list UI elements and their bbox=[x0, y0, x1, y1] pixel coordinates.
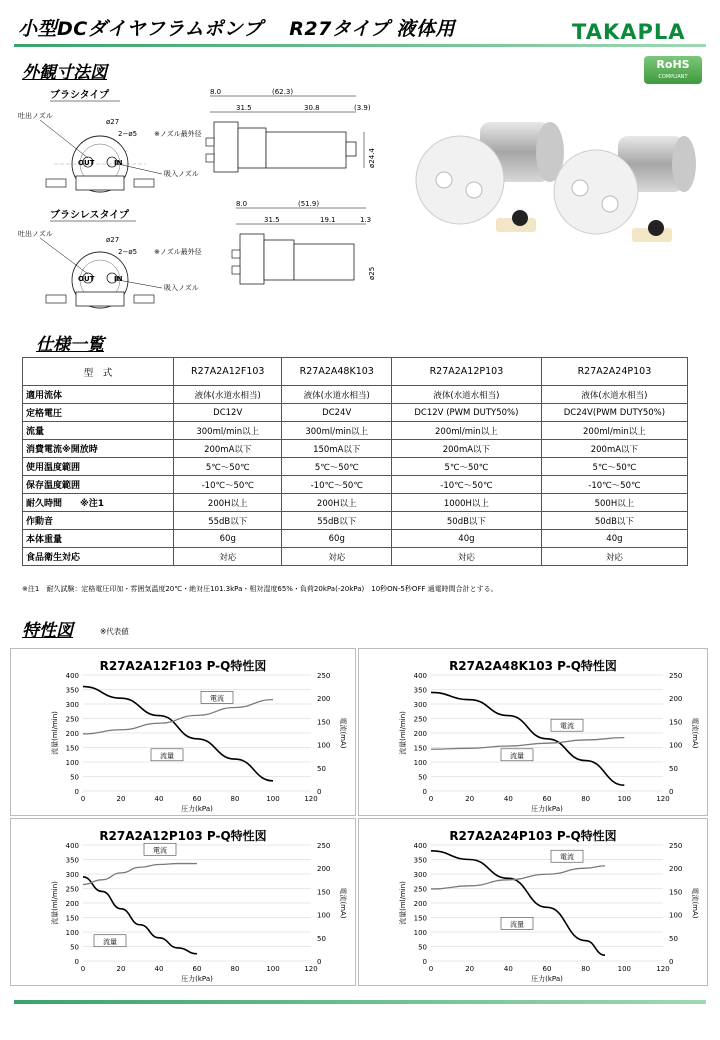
x-tick-label: 120 bbox=[304, 795, 318, 803]
section-spec-title: 仕様一覧 bbox=[36, 335, 104, 355]
cell: 対応 bbox=[282, 548, 392, 566]
y-tick-label: 350 bbox=[413, 686, 427, 695]
y-tick-label: 250 bbox=[413, 715, 427, 724]
y2-axis-label: 電流(mA) bbox=[691, 717, 699, 749]
row-label: 本体重量 bbox=[23, 530, 174, 548]
chart-title: R27A2A48K103 P-Q特性図 bbox=[449, 659, 617, 673]
brushless-side-view bbox=[232, 200, 376, 284]
y2-axis-label: 電流(mA) bbox=[691, 887, 699, 919]
cell: 55dB以下 bbox=[282, 512, 392, 530]
y-tick-label: 50 bbox=[70, 773, 79, 782]
y-tick-label: 400 bbox=[413, 672, 427, 680]
chart-plot bbox=[359, 649, 707, 815]
cell: 200ml/min以上 bbox=[541, 422, 687, 440]
y-tick-label: 300 bbox=[413, 871, 427, 879]
series-label: 流量 bbox=[103, 937, 117, 946]
y-tick-label: 100 bbox=[413, 759, 427, 767]
y-tick-label: 350 bbox=[413, 856, 427, 865]
table-row bbox=[23, 386, 688, 404]
series-line-current bbox=[431, 866, 605, 889]
row-label: 適用流体 bbox=[23, 386, 174, 404]
cell: 液体(水道水相当) bbox=[541, 386, 687, 404]
table-row bbox=[23, 476, 688, 494]
y2-tick-label: 0 bbox=[317, 788, 322, 796]
brushless-dim-1: 8.0 bbox=[236, 200, 248, 208]
x-tick-label: 0 bbox=[428, 795, 434, 803]
y-tick-label: 0 bbox=[422, 788, 427, 796]
y-tick-label: 200 bbox=[65, 900, 79, 908]
spec-table bbox=[22, 357, 688, 566]
y-tick-label: 0 bbox=[422, 958, 427, 966]
x-tick-label: 60 bbox=[192, 965, 202, 973]
y2-tick-label: 100 bbox=[317, 911, 331, 920]
y-tick-label: 150 bbox=[413, 914, 427, 923]
y-axis-label: 流量(ml/min) bbox=[399, 711, 407, 755]
x-tick-label: 80 bbox=[230, 965, 240, 973]
cell: 5℃～50℃ bbox=[392, 458, 542, 476]
x-tick-label: 120 bbox=[656, 795, 670, 803]
y-tick-label: 50 bbox=[418, 943, 427, 952]
cell: 200H以上 bbox=[174, 494, 282, 512]
brand-logo: TAKAPLA bbox=[572, 20, 686, 44]
row-label: 使用温度範囲 bbox=[23, 458, 174, 476]
brush-out-label: OUT bbox=[78, 159, 95, 167]
page-title: 小型DCダイヤフラムポンプ R27タイプ 液体用 bbox=[18, 18, 455, 40]
x-tick-label: 100 bbox=[617, 965, 632, 973]
series-line-flow bbox=[83, 687, 273, 781]
x-tick-label: 20 bbox=[465, 965, 475, 973]
y2-tick-label: 50 bbox=[669, 764, 678, 773]
y-tick-label: 0 bbox=[74, 958, 79, 966]
chart-title: R27A2A24P103 P-Q特性図 bbox=[449, 829, 617, 843]
cell: 55dB以下 bbox=[174, 512, 282, 530]
brush-front-view bbox=[18, 111, 202, 192]
brushless-outlet-label: 吐出ノズル bbox=[18, 230, 53, 238]
y-tick-label: 350 bbox=[65, 856, 79, 865]
dimension-drawings bbox=[14, 84, 410, 314]
spec-header-row bbox=[23, 358, 688, 386]
y-tick-label: 350 bbox=[65, 686, 79, 695]
cell: 300ml/min以上 bbox=[174, 422, 282, 440]
y2-tick-label: 100 bbox=[669, 911, 683, 920]
y-tick-label: 200 bbox=[413, 900, 427, 908]
footer-divider bbox=[14, 1000, 706, 1004]
y-axis-label: 流量(ml/min) bbox=[51, 711, 59, 755]
row-label: 作動音 bbox=[23, 512, 174, 530]
y-tick-label: 200 bbox=[65, 730, 79, 738]
x-tick-label: 100 bbox=[266, 965, 280, 973]
y-axis-label: 流量(ml/min) bbox=[51, 881, 59, 925]
series-line-flow bbox=[431, 692, 624, 785]
y2-tick-label: 200 bbox=[317, 865, 331, 874]
y-tick-label: 250 bbox=[65, 885, 79, 894]
spec-model: R27A2A24P103 bbox=[541, 358, 687, 386]
x-tick-label: 100 bbox=[266, 795, 280, 803]
brush-nozzle-note: ※ノズル最外径 bbox=[154, 130, 202, 138]
cell: 40g bbox=[541, 530, 687, 548]
brush-diam27-label: ø27 bbox=[106, 118, 120, 126]
cell: 対応 bbox=[541, 548, 687, 566]
x-axis-label: 圧力(kPa) bbox=[181, 805, 213, 813]
x-tick-label: 120 bbox=[304, 965, 318, 973]
rohs-badge bbox=[644, 56, 702, 84]
y-tick-label: 150 bbox=[65, 744, 79, 753]
y-tick-label: 300 bbox=[413, 701, 427, 709]
x-tick-label: 0 bbox=[80, 795, 86, 803]
brush-dim-6: ø24.4 bbox=[368, 148, 376, 168]
y-tick-label: 250 bbox=[65, 715, 79, 724]
y2-tick-label: 50 bbox=[317, 934, 326, 943]
y-tick-label: 400 bbox=[413, 842, 427, 850]
y2-tick-label: 150 bbox=[317, 888, 331, 897]
pump-image-1 bbox=[416, 122, 564, 232]
cell: 60g bbox=[282, 530, 392, 548]
series-label: 電流 bbox=[560, 853, 574, 862]
header-divider bbox=[14, 44, 706, 47]
y2-tick-label: 200 bbox=[317, 695, 331, 704]
x-tick-label: 80 bbox=[581, 795, 591, 803]
cell: 200mA以下 bbox=[392, 440, 542, 458]
brushless-dim-6: ø25 bbox=[368, 266, 376, 280]
cell: 液体(水道水相当) bbox=[392, 386, 542, 404]
chart-title: R27A2A12F103 P-Q特性図 bbox=[99, 659, 267, 673]
brushless-out-label: OUT bbox=[78, 275, 95, 283]
table-row bbox=[23, 440, 688, 458]
y2-tick-label: 0 bbox=[669, 788, 674, 796]
series-label: 流量 bbox=[510, 920, 524, 929]
table-row bbox=[23, 494, 688, 512]
brushless-in-label: IN bbox=[114, 275, 123, 283]
cell: DC12V (PWM DUTY50%) bbox=[392, 404, 542, 422]
x-tick-label: 0 bbox=[428, 965, 434, 973]
y2-tick-label: 150 bbox=[669, 718, 683, 727]
cell: 5℃～50℃ bbox=[282, 458, 392, 476]
brush-inlet-label: 吸入ノズル bbox=[164, 170, 199, 178]
x-tick-label: 60 bbox=[542, 795, 552, 803]
section-dimensions-title: 外観寸法図 bbox=[22, 63, 107, 83]
x-tick-label: 40 bbox=[503, 965, 513, 973]
brushless-dim-5: 1.3 bbox=[360, 216, 372, 224]
series-line-current bbox=[83, 700, 273, 734]
brush-dim-3: 31.5 bbox=[236, 104, 252, 112]
brushless-dim-4: 19.1 bbox=[320, 216, 336, 224]
y-tick-label: 400 bbox=[65, 672, 79, 680]
cell: DC12V bbox=[174, 404, 282, 422]
table-row bbox=[23, 548, 688, 566]
x-tick-label: 40 bbox=[154, 965, 164, 973]
brushless-dim-3: 31.5 bbox=[264, 216, 280, 224]
row-label: 保存温度範囲 bbox=[23, 476, 174, 494]
brush-in-label: IN bbox=[114, 159, 123, 167]
x-tick-label: 80 bbox=[230, 795, 240, 803]
y-tick-label: 150 bbox=[65, 914, 79, 923]
brush-dim-1: 8.0 bbox=[210, 88, 222, 96]
y-tick-label: 100 bbox=[65, 759, 79, 767]
cell: 対応 bbox=[174, 548, 282, 566]
table-row bbox=[23, 404, 688, 422]
y-tick-label: 250 bbox=[413, 885, 427, 894]
y2-tick-label: 200 bbox=[669, 695, 683, 704]
chart-2 bbox=[10, 818, 356, 986]
table-row bbox=[23, 530, 688, 548]
cell: 液体(水道水相当) bbox=[282, 386, 392, 404]
cell: 液体(水道水相当) bbox=[174, 386, 282, 404]
characteristics-note: ※代表値 bbox=[100, 627, 129, 636]
cell: DC24V bbox=[282, 404, 392, 422]
series-label: 電流 bbox=[153, 846, 167, 855]
spec-model: R27A2A12P103 bbox=[392, 358, 542, 386]
brushless-type-label: ブラシレスタイプ bbox=[50, 210, 129, 221]
y2-tick-label: 250 bbox=[669, 672, 683, 680]
cell: 200H以上 bbox=[282, 494, 392, 512]
row-label: 流量 bbox=[23, 422, 174, 440]
spec-header-label: 型 式 bbox=[23, 358, 174, 386]
brushless-dim-2: (51.9) bbox=[298, 200, 320, 208]
y2-tick-label: 0 bbox=[669, 958, 674, 966]
table-row bbox=[23, 458, 688, 476]
chart-plot bbox=[359, 819, 707, 985]
x-axis-label: 圧力(kPa) bbox=[531, 805, 563, 813]
row-label: 消費電流※開放時 bbox=[23, 440, 174, 458]
brushless-nozzle-note: ※ノズル最外径 bbox=[154, 248, 202, 256]
chart-3 bbox=[358, 818, 708, 986]
y2-tick-label: 250 bbox=[669, 842, 683, 850]
y-tick-label: 50 bbox=[70, 943, 79, 952]
y-tick-label: 50 bbox=[418, 773, 427, 782]
y2-tick-label: 250 bbox=[317, 842, 331, 850]
cell: 150mA以下 bbox=[282, 440, 392, 458]
y2-tick-label: 50 bbox=[669, 934, 678, 943]
cell: 5℃～50℃ bbox=[174, 458, 282, 476]
x-tick-label: 0 bbox=[80, 965, 86, 973]
cell: 500H以上 bbox=[541, 494, 687, 512]
cell: 対応 bbox=[392, 548, 542, 566]
x-tick-label: 60 bbox=[192, 795, 202, 803]
row-label: 耐久時間 ※注1 bbox=[23, 494, 174, 512]
cell: -10℃～50℃ bbox=[392, 476, 542, 494]
spec-model: R27A2A12F103 bbox=[174, 358, 282, 386]
y2-tick-label: 50 bbox=[317, 764, 326, 773]
brush-side-view bbox=[206, 88, 376, 172]
brushless-holes-label: 2−ø5 bbox=[118, 248, 138, 256]
y-tick-label: 300 bbox=[65, 871, 79, 879]
rohs-sub-label: COMPLIANT bbox=[658, 74, 688, 80]
y2-axis-label: 電流(mA) bbox=[339, 887, 347, 919]
series-label: 流量 bbox=[510, 751, 524, 760]
pump-product-photo bbox=[400, 92, 700, 262]
y2-tick-label: 100 bbox=[317, 741, 331, 750]
y-tick-label: 100 bbox=[413, 929, 427, 937]
cell: 300ml/min以上 bbox=[282, 422, 392, 440]
series-label: 流量 bbox=[160, 751, 174, 760]
brush-dim-4: 30.8 bbox=[304, 104, 320, 112]
y-tick-label: 200 bbox=[413, 730, 427, 738]
pump-image-2 bbox=[554, 136, 696, 242]
chart-1 bbox=[358, 648, 708, 816]
y2-tick-label: 200 bbox=[669, 865, 683, 874]
y2-tick-label: 250 bbox=[317, 672, 331, 680]
brushless-inlet-label: 吸入ノズル bbox=[164, 284, 199, 292]
cell: 40g bbox=[392, 530, 542, 548]
spec-footnote: ※注1 耐久試験：定格電圧印加・雰囲気温度20℃・絶対圧101.3kPa・相対湿度65%・負荷20kPa(-20kPa) 10秒ON-5秒OFF 通電時間合計とする。 bbox=[22, 585, 498, 593]
x-tick-label: 100 bbox=[617, 795, 632, 803]
y-tick-label: 100 bbox=[65, 929, 79, 937]
y2-tick-label: 0 bbox=[317, 958, 322, 966]
cell: -10℃～50℃ bbox=[282, 476, 392, 494]
cell: 60g bbox=[174, 530, 282, 548]
y2-tick-label: 100 bbox=[669, 741, 683, 750]
x-tick-label: 40 bbox=[154, 795, 164, 803]
y-tick-label: 150 bbox=[413, 744, 427, 753]
y-axis-label: 流量(ml/min) bbox=[399, 881, 407, 925]
chart-title: R27A2A12P103 P-Q特性図 bbox=[99, 829, 267, 843]
chart-0 bbox=[10, 648, 356, 816]
x-tick-label: 20 bbox=[465, 795, 475, 803]
chart-plot bbox=[11, 649, 355, 815]
y-tick-label: 300 bbox=[65, 701, 79, 709]
cell: 50dB以下 bbox=[541, 512, 687, 530]
cell: -10℃～50℃ bbox=[174, 476, 282, 494]
cell: 200ml/min以上 bbox=[392, 422, 542, 440]
x-tick-label: 40 bbox=[503, 795, 513, 803]
cell: 1000H以上 bbox=[392, 494, 542, 512]
x-tick-label: 120 bbox=[656, 965, 670, 973]
y2-tick-label: 150 bbox=[669, 888, 683, 897]
brush-holes-label: 2−ø5 bbox=[118, 130, 138, 138]
cell: 50dB以下 bbox=[392, 512, 542, 530]
x-tick-label: 20 bbox=[116, 965, 126, 973]
brushless-front-view bbox=[18, 229, 202, 308]
cell: -10℃～50℃ bbox=[541, 476, 687, 494]
brush-dim-5: (3.9) bbox=[354, 104, 371, 112]
x-tick-label: 20 bbox=[116, 795, 126, 803]
brush-outlet-label: 吐出ノズル bbox=[18, 112, 53, 120]
section-characteristics-title: 特性図 bbox=[22, 621, 73, 641]
row-label: 定格電圧 bbox=[23, 404, 174, 422]
x-axis-label: 圧力(kPa) bbox=[181, 975, 213, 983]
y2-axis-label: 電流(mA) bbox=[339, 717, 347, 749]
x-axis-label: 圧力(kPa) bbox=[531, 975, 563, 983]
y-tick-label: 0 bbox=[74, 788, 79, 796]
cell: DC24V(PWM DUTY50%) bbox=[541, 404, 687, 422]
brush-type-label: ブラシタイプ bbox=[50, 90, 110, 101]
series-label: 電流 bbox=[560, 722, 574, 731]
brush-dim-2: (62.3) bbox=[272, 88, 294, 96]
cell: 5℃～50℃ bbox=[541, 458, 687, 476]
x-tick-label: 60 bbox=[542, 965, 552, 973]
table-row bbox=[23, 422, 688, 440]
brushless-diam27-label: ø27 bbox=[106, 236, 120, 244]
spec-model: R27A2A48K103 bbox=[282, 358, 392, 386]
cell: 200mA以下 bbox=[541, 440, 687, 458]
table-row bbox=[23, 512, 688, 530]
rohs-label: RoHS bbox=[656, 58, 690, 71]
x-tick-label: 80 bbox=[581, 965, 591, 973]
row-label: 食品衛生対応 bbox=[23, 548, 174, 566]
y-tick-label: 400 bbox=[65, 842, 79, 850]
y2-tick-label: 150 bbox=[317, 718, 331, 727]
cell: 200mA以下 bbox=[174, 440, 282, 458]
series-label: 電流 bbox=[210, 694, 224, 703]
chart-plot bbox=[11, 819, 355, 985]
